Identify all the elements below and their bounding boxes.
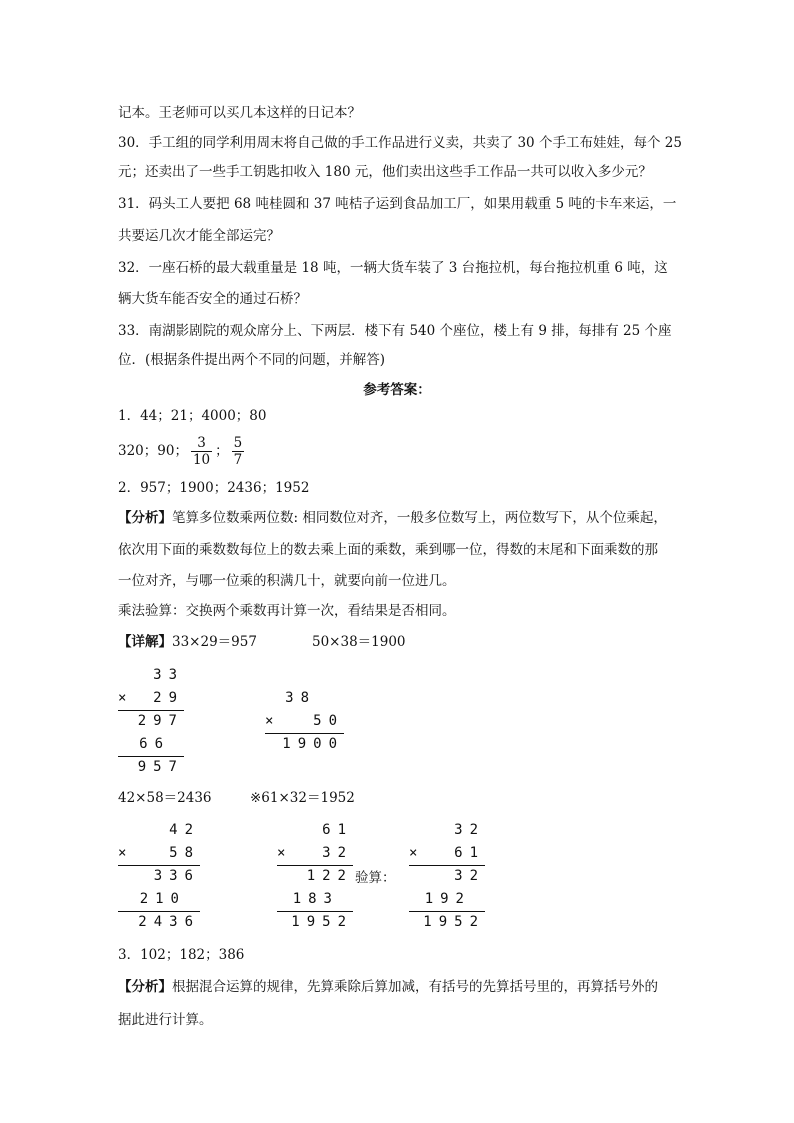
question-30-line1: 30．手工组的同学利用周末将自己做的手工作品进行义卖，共卖了 30 个手工布娃娃，每个 25 <box>118 135 682 151</box>
calc-bottom: 29 <box>153 689 184 706</box>
equation-3: 42×58＝2436 <box>118 790 212 806</box>
fraction-3-10 <box>191 435 212 468</box>
multiply-sign: × <box>265 712 274 729</box>
analysis-3-text: 根据混合运算的规律，先算乘除后算加减，有括号的先算括号里的，再算括号外的 <box>172 979 658 995</box>
calc-result: 1952 <box>291 914 353 930</box>
fraction-5-7 <box>232 435 245 468</box>
calc-top: 32 <box>454 822 485 838</box>
question-31-line2: 共要运几次才能全部运完？ <box>118 228 280 244</box>
detail-tag: 【详解】 <box>118 634 172 650</box>
answer-1-separator: ； <box>215 443 229 459</box>
calc-bottom: 32 <box>322 844 353 861</box>
check-line: 乘法验算：交换两个乘数再计算一次，看结果是否相同。 <box>118 603 456 619</box>
fraction-numerator: 5 <box>233 435 243 451</box>
calc-bottom: 61 <box>454 844 485 861</box>
calc-bottom: 50 <box>313 712 344 729</box>
analysis-text: 笔算多位数乘两位数: 相同数位对齐，一般多位数写上，两位数写下，从个位乘起， <box>172 510 667 526</box>
analysis-line2: 依次用下面的乘数数每位上的数去乘上面的乘数，乘到哪一位，得数的末尾和下面乘数的那 <box>118 542 658 558</box>
analysis-3-tag: 【分析】 <box>118 979 172 995</box>
calc-partial2: 66 <box>139 735 170 752</box>
calc-partial2: 192 <box>424 890 471 907</box>
calc-partial1: 122 <box>306 868 353 884</box>
multiply-sign: × <box>118 844 127 861</box>
answer-2-line: 2．957；1900；2436；1952 <box>118 480 310 496</box>
answer-1-line1: 1．44；21；4000；80 <box>118 408 267 424</box>
detail-line <box>118 632 257 652</box>
answer-3-line: 3．102；182；386 <box>118 947 245 963</box>
question-30-line2: 元；还卖出了一些手工钥匙扣收入 180 元，他们卖出这些手工作品一共可以收入多少元？ <box>118 164 652 180</box>
vertical-multiplication-32x61 <box>409 820 485 935</box>
multiply-sign: × <box>277 844 286 861</box>
question-33-line2: 位．(根据条件提出两个不同的问题，并解答) <box>118 352 386 368</box>
question-32-line2: 辆大货车能否安全的通过石桥？ <box>118 291 307 307</box>
calc-partial2: 183 <box>292 890 339 907</box>
vertical-multiplication-33x29 <box>118 665 184 780</box>
calc-top: 38 <box>285 690 316 706</box>
vertical-multiplication-42x58 <box>118 820 200 935</box>
calc-result: 1900 <box>282 736 344 752</box>
calc-top: 61 <box>322 822 353 838</box>
fraction-denominator: 7 <box>233 452 243 468</box>
calc-bottom: 58 <box>169 844 200 861</box>
calc-top: 33 <box>153 667 184 683</box>
calc-partial1: 32 <box>454 868 485 884</box>
fraction-numerator: 3 <box>191 435 212 452</box>
calc-partial1: 336 <box>153 868 200 884</box>
answer-1-line2 <box>118 432 247 470</box>
calc-partial2: 210 <box>139 890 186 907</box>
analysis-tag: 【分析】 <box>118 510 172 526</box>
detail-equation-1: 33×29＝957 <box>172 634 257 650</box>
analysis-line3: 一位对齐，与哪一位乘的积满几十，就要向前一位进几。 <box>118 573 456 589</box>
analysis-3-line1 <box>118 977 658 997</box>
multiply-sign: × <box>409 844 418 861</box>
calc-top: 42 <box>169 822 200 838</box>
question-29-tail: 记本。王老师可以买几本这样的日记本？ <box>118 105 361 121</box>
multiply-sign: × <box>118 689 127 706</box>
fraction-denominator: 10 <box>192 452 211 468</box>
analysis-3-line2: 据此进行计算。 <box>118 1012 213 1028</box>
calc-result: 2436 <box>138 914 200 930</box>
answer-1-prefix: 320；90； <box>118 443 188 459</box>
answers-heading: 参考答案： <box>363 382 431 398</box>
detail-equation-2: 50×38＝1900 <box>312 634 406 650</box>
analysis-line1 <box>118 508 667 528</box>
verify-label: 验算： <box>355 870 396 886</box>
vertical-multiplication-61x32 <box>277 820 353 935</box>
question-33-line1: 33．南湖影剧院的观众席分上、下两层．楼下有 540 个座位，楼上有 9 排，每排有 25 个座 <box>118 323 672 339</box>
equation-4: ※61×32＝1952 <box>250 790 355 806</box>
calc-result: 957 <box>137 759 184 775</box>
question-32-line1: 32．一座石桥的最大载重量是 18 吨，一辆大货车装了 3 台拖拉机，每台拖拉机重 6 吨，这 <box>118 260 668 276</box>
question-31-line1: 31．码头工人要把 68 吨桂圆和 37 吨桔子运到食品加工厂，如果用载重 5 吨的卡车来运，一 <box>118 196 677 212</box>
vertical-multiplication-38x50 <box>265 688 344 757</box>
calc-partial1: 297 <box>137 713 184 729</box>
calc-result: 1952 <box>423 914 485 930</box>
